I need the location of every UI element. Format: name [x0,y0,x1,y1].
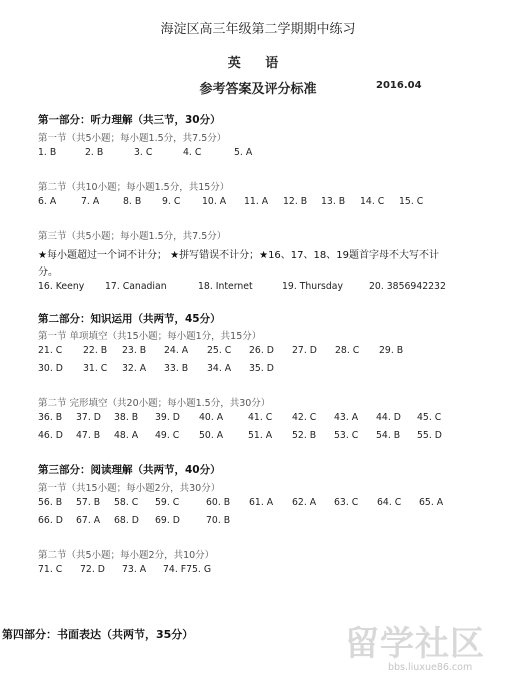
answer-item: 1. B [38,147,57,158]
answer-item: 42. C [292,412,317,423]
answer-item: 47. B [76,430,101,441]
part3-sec2-row1 [38,564,478,578]
answer-item: 28. C [335,345,360,356]
part3-sec2-title: 第二节（共5小题；每小题2分，共10分） [38,550,215,561]
answer-item: 19. Thursday [282,281,343,292]
answer-item: 30. D [38,363,63,374]
part2-sec2-title: 第二节 完形填空（共20小题；每小题1.5分，共30分） [38,398,271,409]
answer-item: 2. B [85,147,104,158]
answer-item: 33. B [164,363,189,374]
answer-item: 72. D [80,564,105,575]
answer-item: 62. A [292,497,317,508]
answer-item: 21. C [38,345,63,356]
answer-item: 73. A [122,564,147,575]
answer-item: 46. D [38,430,63,441]
answer-item: 9. C [162,196,181,207]
watermark-url: bbs.liuxue86.com [388,662,473,673]
answer-item: 61. A [249,497,274,508]
answer-item: 71. C [38,564,63,575]
answer-item: 52. B [292,430,317,441]
answer-item: 17. Canadian [105,281,167,292]
answer-item: 11. A [244,196,269,207]
answer-item: 53. C [334,430,359,441]
answer-item: 44. D [376,412,401,423]
answer-item: 7. A [81,196,100,207]
answer-item: 59. C [155,497,180,508]
part1-sec2-title: 第二节（共10小题；每小题1.5分，共15分） [38,182,230,193]
answer-item: 70. B [206,515,231,526]
part2-sec2-row1 [38,412,478,426]
answer-item: 35. D [249,363,274,374]
exam-date: 2016.04 [376,80,422,91]
answer-item: 50. A [199,430,224,441]
answer-item: 43. A [334,412,359,423]
part3-sec1-row2 [38,515,478,529]
answer-item: 74. F75. G [163,564,212,575]
answer-item: 20. 3856942232 [369,281,446,292]
scoring-note: ★每小题超过一个词不计分； ★拼写错误不计分；★16、17、18、19题首字母不大写不计 [38,250,439,261]
answer-item: 39. D [155,412,180,423]
answer-item: 5. A [234,147,253,158]
answer-item: 3. C [134,147,153,158]
part1-title: 第一部分：听力理解（共三节，30分） [38,114,221,126]
answer-item: 22. B [83,345,108,356]
answer-item: 4. C [183,147,202,158]
answer-item: 27. D [292,345,317,356]
answer-item: 40. A [199,412,224,423]
part2-sec1-row1 [38,345,478,359]
part1-sec1-title: 第一节（共5小题；每小题1.5分，共7.5分） [38,133,227,144]
part3-sec1-row1 [38,497,478,511]
answer-item: 25. C [207,345,232,356]
school-title: 海淀区高三年级第二学期期中练习 [160,22,356,37]
answer-item: 55. D [417,430,442,441]
answer-item: 12. B [283,196,308,207]
part4-title: 第四部分：书面表达（共两节，35分） [2,628,194,641]
answer-item: 34. A [207,363,232,374]
answer-item: 8. B [123,196,142,207]
answer-item: 14. C [360,196,385,207]
answer-item: 63. C [334,497,359,508]
answer-item: 58. C [114,497,139,508]
answer-item: 41. C [248,412,273,423]
answer-item: 37. D [76,412,101,423]
part1-sec1-answers [38,147,478,161]
part2-title: 第二部分：知识运用（共两节，45分） [38,313,221,325]
answer-item: 23. B [122,345,147,356]
subject-title: 英 语 [227,56,289,71]
answer-item: 69. D [155,515,180,526]
answer-item: 56. B [38,497,63,508]
answer-item: 29. B [379,345,404,356]
answer-item: 45. C [417,412,442,423]
answer-item: 13. B [321,196,346,207]
answer-item: 16. Keeny [38,281,85,292]
watermark-logo: 留学社区 [345,624,485,664]
document-title: 参考答案及评分标准 [199,82,317,97]
answer-item: 24. A [164,345,189,356]
answer-item: 48. A [114,430,139,441]
answer-item: 15. C [399,196,424,207]
part1-sec2-answers [38,196,478,210]
answer-item: 54. B [376,430,401,441]
part3-title: 第三部分：阅读理解（共两节，40分） [38,464,221,476]
answer-item: 18. Internet [198,281,253,292]
part3-sec1-title: 第一节（共15小题；每小题2分，共30分） [38,483,221,494]
part2-sec2-row2 [38,430,478,444]
answer-item: 66. D [38,515,63,526]
part1-sec3-answers [38,281,478,295]
scoring-note-cont: 分。 [38,267,58,278]
answer-item: 57. B [76,497,101,508]
answer-item: 68. D [114,515,139,526]
answer-item: 64. C [377,497,402,508]
answer-item: 51. A [248,430,273,441]
answer-item: 10. A [202,196,227,207]
answer-item: 36. B [38,412,63,423]
answer-item: 49. C [155,430,180,441]
answer-item: 31. C [83,363,108,374]
answer-item: 26. D [249,345,274,356]
answer-item: 67. A [76,515,101,526]
answer-item: 32. A [122,363,147,374]
part2-sec1-title: 第一节 单项填空（共15小题；每小题1分，共15分） [38,331,262,342]
answer-item: 6. A [38,196,57,207]
part1-sec3-title: 第三节（共5小题；每小题1.5分，共7.5分） [38,231,227,242]
part2-sec1-row2 [38,363,478,377]
answer-item: 60. B [206,497,231,508]
answer-item: 38. B [114,412,139,423]
answer-item: 65. A [419,497,444,508]
